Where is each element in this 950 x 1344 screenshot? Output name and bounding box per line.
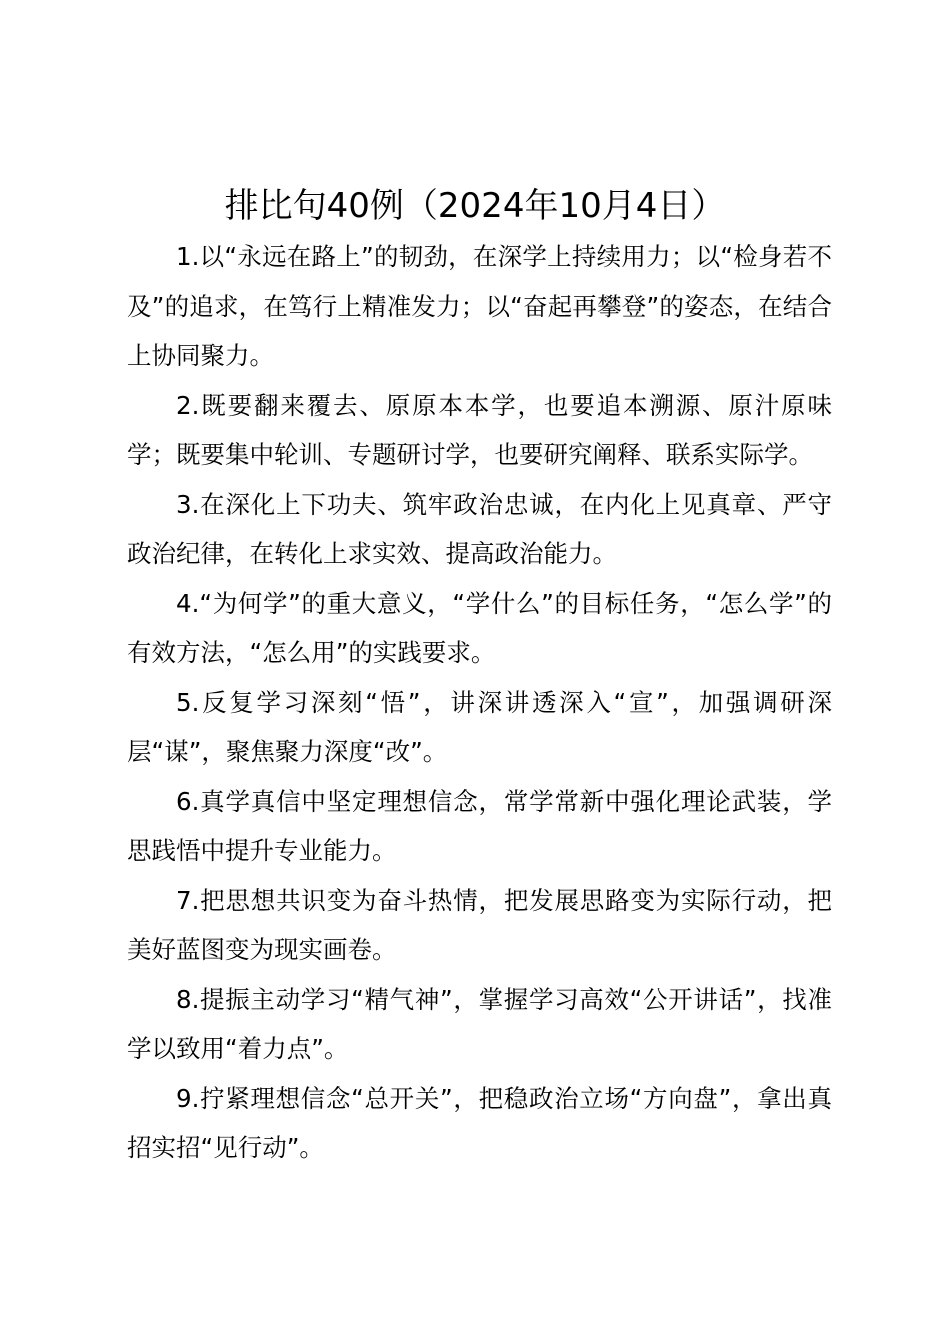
paragraph-9: 9.拧紧理想信念“总开关”，把稳政治立场“方向盘”，拿出真招实招“见行动”。	[127, 1083, 832, 1162]
paragraph-1: 1.以“永远在路上”的韧劲，在深学上持续用力；以“检身若不及”的追求，在笃行上精准发力；以“奋起再攀登”的姿态，在结合上协同聚力。	[127, 242, 832, 370]
paragraph-5: 5.反复学习深刻“悟”，讲深讲透深入“宣”，加强调研深层“谋”，聚焦聚力深度“改”。	[127, 687, 832, 766]
paragraph-2: 2.既要翻来覆去、原原本本学，也要追本溯源、原汁原味学；既要集中轮训、专题研讨学，也要研究阐释、联系实际学。	[127, 390, 832, 469]
paragraph-7: 7.把思想共识变为奋斗热情，把发展思路变为实际行动，把美好蓝图变为现实画卷。	[127, 885, 832, 964]
paragraph-8: 8.提振主动学习“精气神”，掌握学习高效“公开讲话”，找准学以致用“着力点”。	[127, 984, 832, 1063]
document-body	[127, 232, 832, 1173]
paragraph-4: 4.“为何学”的重大意义，“学什么”的目标任务，“怎么学”的有效方法，“怎么用”的实践要求。	[127, 588, 832, 667]
document-title: 排比句40例（2024年10月4日）	[224, 186, 726, 226]
paragraph-3: 3.在深化上下功夫、筑牢政治忠诚，在内化上见真章、严守政治纪律，在转化上求实效、提高政治能力。	[127, 489, 832, 568]
paragraph-6: 6.真学真信中坚定理想信念，常学常新中强化理论武装，学思践悟中提升专业能力。	[127, 786, 832, 865]
